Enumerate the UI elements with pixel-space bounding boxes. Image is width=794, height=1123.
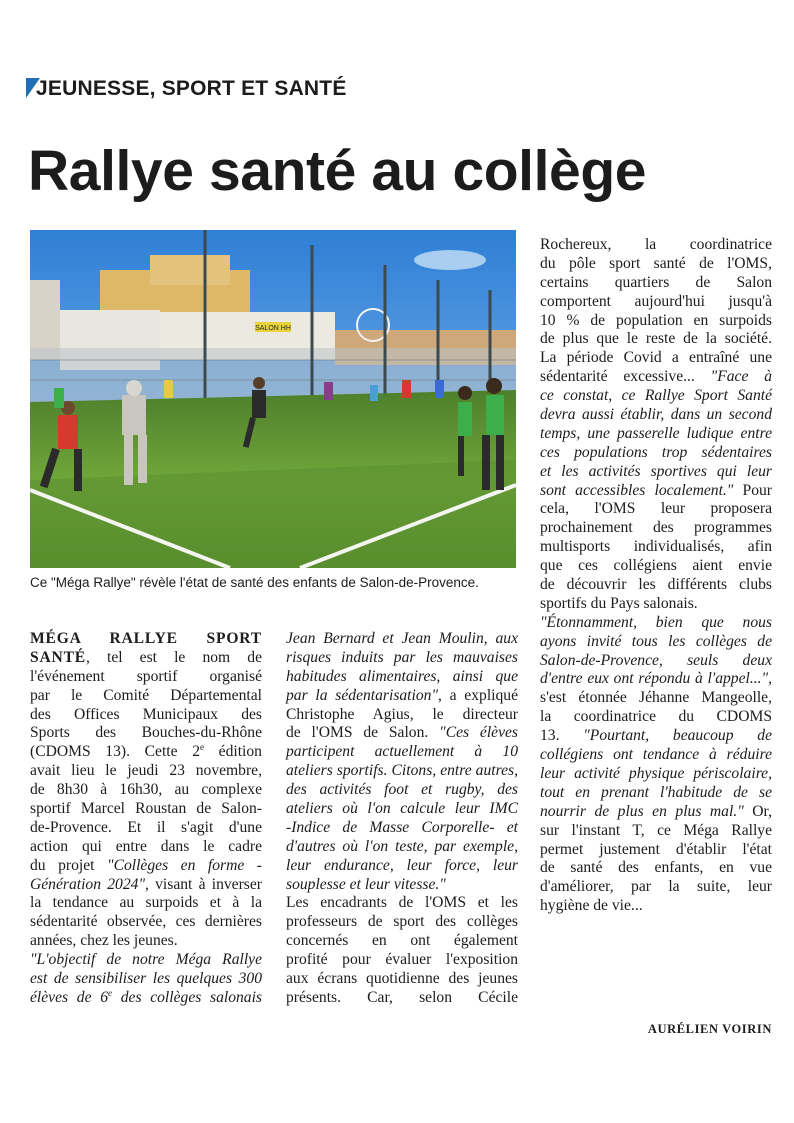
text-line: par la sédentarisation", a expliqué — [286, 686, 519, 704]
text-line: nourrir de plus en plus mal." Or, — [540, 802, 772, 820]
text-line: et les activités sportives qui leur — [540, 462, 772, 480]
text-line: souplesse et leur vitesse." — [286, 875, 446, 893]
headline: Rallye santé au collège — [28, 139, 647, 203]
text-line: années, chez les jeunes. — [30, 932, 178, 950]
text-line: ayons invité tous les collèges de — [540, 632, 772, 650]
text-line: du projet "Collèges en forme - — [30, 856, 262, 874]
text-line: leur activité physique périscolaire, — [540, 764, 772, 782]
text-line: MÉGA RALLYE SPORT — [30, 630, 262, 647]
text-line: d'améliorer, par la suite, leur — [540, 878, 772, 896]
text-line: risques induits par les mauvaises — [286, 648, 518, 666]
text-line: Les encadrants de l'OMS et les — [286, 894, 518, 912]
text-line: permet justement d'établir l'état — [540, 840, 772, 858]
text-line: Salon-de-Provence, seuls deux — [540, 651, 772, 669]
text-line: élèves de 6e des collèges salonais — [30, 987, 262, 1006]
text-line: la coordinatrice du CDOMS — [540, 708, 772, 726]
building-sign-text: SALON HH — [255, 325, 291, 332]
text-line: des Offices Municipaux des — [30, 705, 262, 723]
text-line: Christophe Agius, le directeur — [286, 705, 518, 723]
text-line: de plus que le reste de la société. — [540, 330, 772, 348]
text-line: Jean Bernard et Jean Moulin, aux — [286, 630, 518, 647]
text-line: devra aussi établir, dans un second — [540, 406, 772, 424]
text-line: de l'OMS de Salon. "Ces élèves — [286, 724, 518, 742]
photo-caption: Ce "Méga Rallye" révèle l'état de santé des enfants de Salon-de-Provence. — [30, 575, 479, 590]
text-line: sédentarité observée, ces dernières — [30, 913, 262, 931]
text-line: du pôle sport santé de l'OMS, — [540, 254, 772, 272]
text-line: sportif Marcel Roustan de Salon- — [30, 800, 262, 818]
text-line: La période Covid a entraîné une — [540, 349, 772, 367]
article-column-3 — [540, 236, 772, 916]
text-line: ateliers où l'on calcule leur IMC — [286, 800, 518, 818]
text-line: Sports des Bouches-du-Rhône — [30, 724, 262, 742]
section-marker-icon — [26, 78, 40, 98]
text-line: de découvrir les différents clubs — [540, 576, 772, 594]
text-line: ce constat, ce Rallye Sport Santé — [540, 387, 772, 405]
text-line: "Étonnamment, bien que nous — [540, 613, 772, 631]
text-line: des activités foot et rugby, des — [286, 781, 518, 799]
text-line-rest: , tel est le nom de — [86, 648, 262, 666]
text-line: collégiens ont tendance à réduire — [540, 746, 772, 764]
text-line: habitudes alimentaires, ainsi que — [286, 667, 518, 685]
article-photo — [30, 230, 516, 568]
text-line: aux écrans quotidienne des jeunes — [286, 970, 518, 988]
text-line: sont accessibles localement." Pour — [540, 481, 772, 499]
text-line: d'entre eux ont répondu à l'appel...", — [540, 670, 772, 688]
text-line: multisports individualisés, afin — [540, 538, 772, 556]
text-line: leur endurance, leur force, leur — [286, 856, 518, 874]
text-line: profité pour évaluer l'exposition — [286, 951, 518, 969]
text-line: de-Provence. Et il s'agit d'une — [30, 818, 262, 836]
text-line — [30, 649, 262, 668]
text-line: l'événement sportif organisé — [30, 667, 262, 685]
text-line: d'autres où l'on teste, par exemple, — [286, 837, 518, 855]
text-line: tout en prenant l'habitude de se — [540, 783, 772, 801]
text-line: de 8h30 à 16h30, au complexe — [30, 781, 262, 799]
section-title: JEUNESSE, SPORT ET SANTÉ — [36, 77, 347, 100]
section-kicker — [28, 74, 347, 104]
text-line: de santé des enfants, en vue — [540, 859, 772, 877]
text-line: professeurs de sport des collèges — [286, 913, 518, 931]
text-line: cela, l'OMS leur proposera — [540, 500, 772, 518]
text-line: sédentarité excessive... "Face à — [540, 368, 772, 386]
text-line: sportifs du Pays salonais. — [540, 594, 698, 612]
text-line: s'est étonnée Jéhanne Mangeolle, — [540, 689, 772, 707]
lead-word: SANTÉ — [30, 648, 86, 666]
text-line: temps, une passerelle ludique entre — [540, 424, 772, 442]
text-line: "L'objectif de notre Méga Rallye — [30, 951, 262, 969]
text-line: hygiène de vie... — [540, 897, 643, 915]
text-line: certains quartiers de Salon — [540, 273, 772, 291]
article-column-1 — [30, 630, 262, 1008]
text-line: ces populations trop sédentaires — [540, 443, 772, 461]
text-line: par le Comité Départemental — [30, 686, 262, 704]
text-line: comportent aujourd'hui jusqu'à — [540, 292, 772, 310]
author-byline: AURÉLIEN VOIRIN — [647, 1022, 772, 1036]
text-line: est de sensibiliser les quelques 300 — [30, 970, 262, 988]
text-line: ateliers sportifs. Citons, entre autres, — [286, 762, 518, 780]
text-line: la tendance au surpoids et à la — [30, 894, 262, 912]
text-line: Rochereux, la coordinatrice — [540, 236, 772, 253]
text-line: (CDOMS 13). Cette 2e édition — [30, 742, 262, 761]
text-line: action qui entre dans le cadre — [30, 837, 262, 855]
text-line: 13. "Pourtant, beaucoup de — [540, 727, 772, 745]
text-line: prochainement des programmes — [540, 519, 772, 537]
text-line: sur l'instant T, ce Méga Rallye — [540, 821, 772, 839]
text-line: 10 % de population en surpoids — [540, 311, 772, 329]
text-line: présents. Car, selon Cécile — [286, 988, 518, 1006]
text-line: concernés en ont également — [286, 932, 518, 950]
article-column-2 — [286, 630, 518, 1008]
text-line: que ces collégiens aient envie — [540, 557, 772, 575]
text-line: -Indice de Masse Corporelle- et — [286, 818, 518, 836]
text-line: participent actuellement à 10 — [286, 743, 518, 761]
text-line: Génération 2024", visant à inverser — [30, 875, 262, 893]
text-line: avait lieu le jeudi 23 novembre, — [30, 762, 262, 780]
